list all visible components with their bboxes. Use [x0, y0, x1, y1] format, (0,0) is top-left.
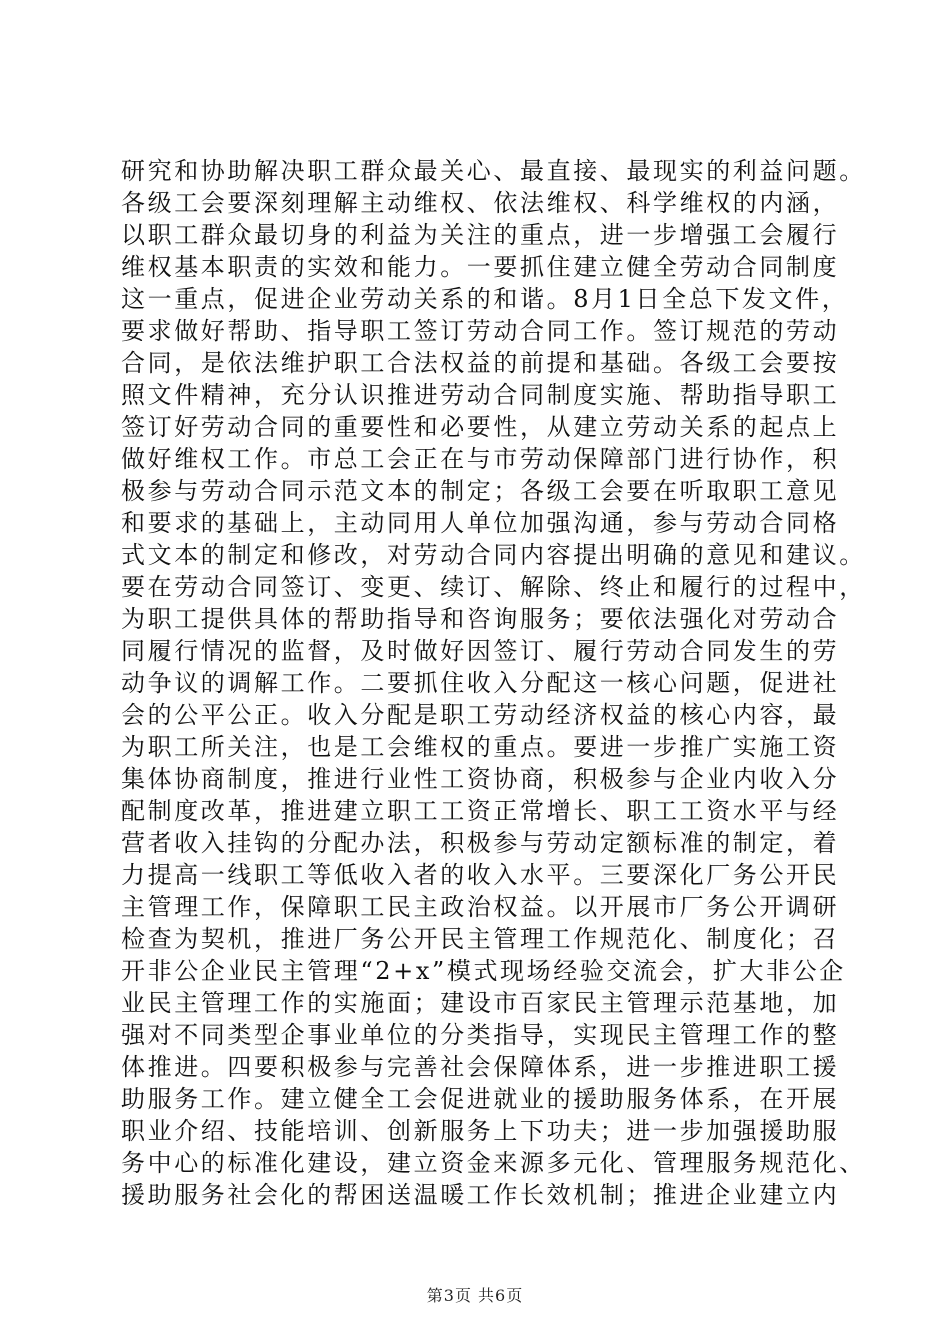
text-line: 营者收入挂钩的分配办法，积极参与劳动定额标准的制定，着 — [121, 829, 840, 857]
text-line: 配制度改革，推进建立职工工资正常增长、职工工资水平与经 — [121, 797, 840, 825]
text-line: 职业介绍、技能培训、创新服务上下功夫；进一步加强援助服 — [121, 1117, 840, 1145]
text-line: 主管理工作，保障职工民主政治权益。以开展市厂务公开调研 — [121, 893, 840, 921]
text-line: 和要求的基础上，主动同用人单位加强沟通，参与劳动合同格 — [121, 509, 840, 537]
text-line: 做好维权工作。市总工会正在与市劳动保障部门进行协作，积 — [121, 445, 840, 473]
page-footer: 第3页 共6页 — [426, 1286, 524, 1305]
text-line: 研究和协助解决职工群众最关心、最直接、最现实的利益问题。 — [121, 157, 866, 185]
text-line: 要在劳动合同签订、变更、续订、解除、终止和履行的过程中， — [121, 573, 866, 601]
text-line: 式文本的制定和修改，对劳动合同内容提出明确的意见和建议。 — [121, 541, 866, 569]
text-line: 助服务工作。建立健全工会促进就业的援助服务体系，在开展 — [121, 1085, 840, 1113]
text-line: 极参与劳动合同示范文本的制定；各级工会要在听取职工意见 — [121, 477, 840, 505]
text-line: 维权基本职责的实效和能力。一要抓住建立健全劳动合同制度 — [121, 253, 840, 281]
text-line: 开非公企业民主管理“2+x”模式现场经验交流会，扩大非公企 — [121, 957, 846, 985]
body-text — [121, 155, 866, 1211]
text-line: 援助服务社会化的帮困送温暖工作长效机制；推进企业建立内 — [121, 1181, 840, 1209]
text-line: 同履行情况的监督，及时做好因签订、履行劳动合同发生的劳 — [121, 637, 840, 665]
text-line: 动争议的调解工作。二要抓住收入分配这一核心问题，促进社 — [121, 669, 840, 697]
text-line: 务中心的标准化建设，建立资金来源多元化、管理服务规范化、 — [121, 1149, 866, 1177]
text-line: 签订好劳动合同的重要性和必要性，从建立劳动关系的起点上 — [121, 413, 840, 441]
text-line: 检查为契机，推进厂务公开民主管理工作规范化、制度化；召 — [121, 925, 840, 953]
text-line: 合同，是依法维护职工合法权益的前提和基础。各级工会要按 — [121, 349, 840, 377]
text-line: 会的公平公正。收入分配是职工劳动经济权益的核心内容，最 — [121, 701, 840, 729]
text-line: 体推进。四要积极参与完善社会保障体系，进一步推进职工援 — [121, 1053, 840, 1081]
text-line: 要求做好帮助、指导职工签订劳动合同工作。签订规范的劳动 — [121, 317, 840, 345]
text-line: 这一重点，促进企业劳动关系的和谐。8月1日全总下发文件， — [121, 285, 849, 313]
text-line: 业民主管理工作的实施面；建设市百家民主管理示范基地，加 — [121, 989, 840, 1017]
text-line: 照文件精神，充分认识推进劳动合同制度实施、帮助指导职工 — [121, 381, 840, 409]
text-line: 以职工群众最切身的利益为关注的重点，进一步增强工会履行 — [121, 221, 840, 249]
text-line: 集体协商制度，推进行业性工资协商，积极参与企业内收入分 — [121, 765, 840, 793]
text-line: 为职工提供具体的帮助指导和咨询服务；要依法强化对劳动合 — [121, 605, 840, 633]
text-line: 强对不同类型企事业单位的分类指导，实现民主管理工作的整 — [121, 1021, 840, 1049]
text-line: 力提高一线职工等低收入者的收入水平。三要深化厂务公开民 — [121, 861, 840, 889]
text-line: 各级工会要深刻理解主动维权、依法维权、科学维权的内涵， — [121, 189, 840, 217]
text-line: 为职工所关注，也是工会维权的重点。要进一步推广实施工资 — [121, 733, 840, 761]
